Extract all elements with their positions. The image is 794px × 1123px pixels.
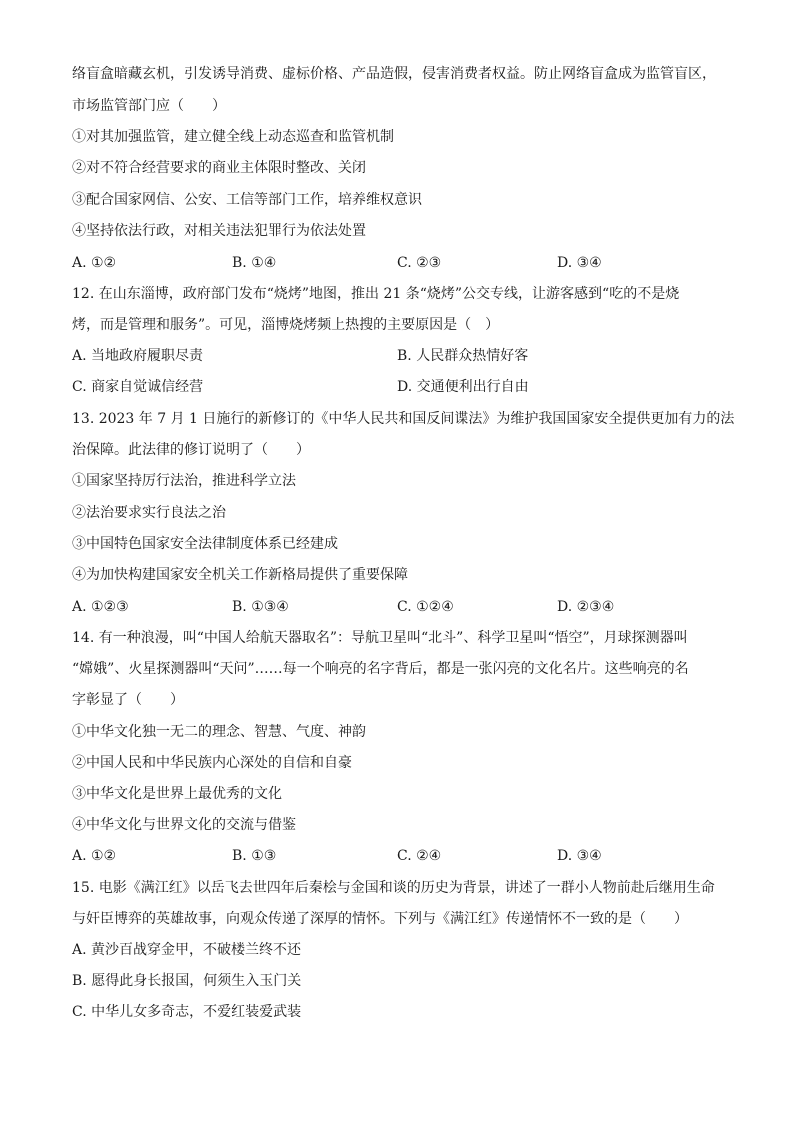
q15-stem-line-1: 15. 电影《满江红》以岳飞去世四年后秦桧与金国和谈的历史为背景，讲述了一群小人物前赴后继用生命 <box>72 880 715 896</box>
q12-option-d[interactable]: D. 交通便利出行自由 <box>397 379 529 395</box>
q15-option-b[interactable]: B. 愿得此身长报国，何须生入玉门关 <box>72 973 302 989</box>
q13-options <box>72 597 732 617</box>
q14-option-a[interactable]: A. ①② <box>72 848 117 864</box>
q14-option-b[interactable]: B. ①③ <box>232 848 277 864</box>
q14-stem-line-3: 字彰显了（ ） <box>72 692 184 708</box>
q11-option-d[interactable]: D. ③④ <box>557 255 602 271</box>
q13-statement-3: ③中国特色国家安全法律制度体系已经建成 <box>72 536 338 552</box>
q11-stem-line-1: 络盲盒暗藏玄机，引发诱导消费、虚标价格、产品造假，侵害消费者权益。防止网络盲盒成为监管盲区， <box>72 66 716 82</box>
q14-option-c[interactable]: C. ②④ <box>397 848 442 864</box>
q11-option-b[interactable]: B. ①④ <box>232 255 277 271</box>
q11-stem-line-2: 市场监管部门应（ ） <box>72 98 226 114</box>
q11-option-c[interactable]: C. ②③ <box>397 255 442 271</box>
q14-statement-4: ④中华文化与世界文化的交流与借鉴 <box>72 817 296 833</box>
q11-option-a[interactable]: A. ①② <box>72 255 117 271</box>
q13-option-d[interactable]: D. ②③④ <box>557 599 615 615</box>
q12-stem-line-2: 烤，而是管理和服务”。可见，淄博烧烤频上热搜的主要原因是（ ） <box>72 317 500 333</box>
q11-options <box>72 253 732 273</box>
q12-option-b[interactable]: B. 人民群众热情好客 <box>397 348 529 364</box>
q12-stem-line-1: 12. 在山东淄博，政府部门发布“烧烤”地图，推出 21 条“烧烤”公交专线，让游客感到“吃的不是烧 <box>72 286 680 302</box>
q14-options <box>72 846 732 866</box>
q13-statement-1: ①国家坚持厉行法治，推进科学立法 <box>72 473 296 489</box>
q13-statement-4: ④为加快构建国家安全机关工作新格局提供了重要保障 <box>72 567 408 583</box>
q12-option-a[interactable]: A. 当地政府履职尽责 <box>72 348 204 364</box>
q12-options-row-2 <box>72 377 732 397</box>
q13-option-b[interactable]: B. ①③④ <box>232 599 289 615</box>
q14-statement-3: ③中华文化是世界上最优秀的文化 <box>72 786 282 802</box>
q14-option-d[interactable]: D. ③④ <box>557 848 602 864</box>
q14-statement-2: ②中国人民和中华民族内心深处的自信和自豪 <box>72 755 352 771</box>
q13-stem-line-1: 13. 2023 年 7 月 1 日施行的新修订的《中华人民共和国反间谍法》为维护我国国家安全提供更加有力的法 <box>72 411 735 427</box>
q15-stem-line-2: 与奸臣博弈的英雄故事，向观众传递了深厚的情怀。下列与《满江红》传递情怀不一致的是（ ） <box>72 911 688 927</box>
q12-options-row-1 <box>72 346 732 366</box>
q13-statement-2: ②法治要求实行良法之治 <box>72 505 226 521</box>
q13-stem-line-2: 治保障。此法律的修订说明了（ ） <box>72 442 310 458</box>
q11-statement-3: ③配合国家网信、公安、工信等部门工作，培养维权意识 <box>72 192 422 208</box>
q11-statement-4: ④坚持依法行政，对相关违法犯罪行为依法处置 <box>72 223 366 239</box>
q14-stem-line-2: “嫦娥”、火星探测器叫“天问”……每一个响亮的名字背后，都是一张闪亮的文化名片。这些响亮的名 <box>72 661 689 677</box>
q11-statement-1: ①对其加强监管，建立健全线上动态巡查和监管机制 <box>72 129 394 145</box>
q14-stem-line-1: 14. 有一种浪漫，叫“中国人给航天器取名”：导航卫星叫“北斗”、科学卫星叫“悟空”，月球探测器叫 <box>72 630 688 646</box>
q12-option-c[interactable]: C. 商家自觉诚信经营 <box>72 379 204 395</box>
q14-statement-1: ①中华文化独一无二的理念、智慧、气度、神韵 <box>72 724 366 740</box>
q11-statement-2: ②对不符合经营要求的商业主体限时整改、关闭 <box>72 160 366 176</box>
q13-option-a[interactable]: A. ①②③ <box>72 599 129 615</box>
q13-option-c[interactable]: C. ①②④ <box>397 599 454 615</box>
q15-option-a[interactable]: A. 黄沙百战穿金甲，不破楼兰终不还 <box>72 942 302 958</box>
q15-option-c[interactable]: C. 中华儿女多奇志，不爱红装爱武装 <box>72 1004 302 1020</box>
